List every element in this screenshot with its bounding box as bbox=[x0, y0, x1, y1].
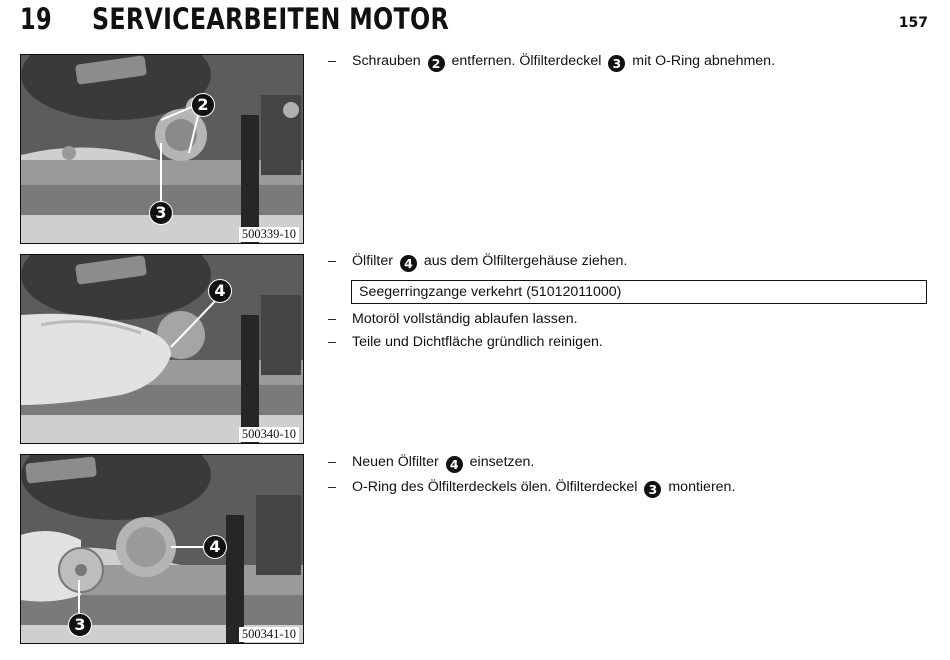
step-text-part: montieren. bbox=[668, 479, 736, 495]
part-number-badge: 4 bbox=[400, 255, 417, 272]
step-dash: – bbox=[328, 253, 336, 269]
step-text bbox=[352, 52, 775, 72]
figure-code: 500341-10 bbox=[239, 627, 299, 642]
step-text-part: Neuen Ölfilter bbox=[352, 454, 439, 470]
step-text-part: entfernen. Ölfilterdeckel bbox=[451, 53, 602, 69]
step-text-part: O-Ring des Ölfilterdeckels ölen. Ölfilterdeckel bbox=[352, 479, 638, 495]
step-text-part: einsetzen. bbox=[469, 454, 535, 470]
engine-photo-2 bbox=[21, 255, 304, 444]
step-text: Motoröl vollständig ablaufen lassen. bbox=[352, 311, 578, 327]
callout-4: 4 bbox=[208, 279, 232, 303]
callout-2: 2 bbox=[191, 93, 215, 117]
figure-oil-filter-cover-screws bbox=[20, 54, 304, 244]
step-text bbox=[352, 453, 534, 473]
step-dash: – bbox=[328, 311, 336, 327]
page-number: 157 bbox=[898, 15, 928, 31]
step-text-part: aus dem Ölfiltergehäuse ziehen. bbox=[423, 253, 628, 269]
step-text-part: Ölfilter bbox=[352, 253, 393, 269]
step-text bbox=[352, 252, 627, 272]
callout-3: 3 bbox=[68, 613, 92, 637]
step-text: Teile und Dichtfläche gründlich reinigen. bbox=[352, 334, 603, 350]
part-number-badge: 3 bbox=[644, 481, 661, 498]
chapter-title: SERVICEARBEITEN MOTOR bbox=[92, 2, 450, 36]
step-text-part: Schrauben bbox=[352, 53, 421, 69]
step-text-part: mit O-Ring abnehmen. bbox=[632, 53, 776, 69]
chapter-number: 19 bbox=[20, 2, 53, 36]
special-tool-box: Seegerringzange verkehrt (51012011000) bbox=[351, 280, 927, 304]
part-number-badge: 4 bbox=[446, 456, 463, 473]
step-dash: – bbox=[328, 454, 336, 470]
engine-photo-3 bbox=[21, 455, 304, 644]
step-text bbox=[352, 478, 735, 498]
figure-code: 500339-10 bbox=[239, 227, 299, 242]
callout-4: 4 bbox=[203, 535, 227, 559]
step-dash: – bbox=[328, 53, 336, 69]
callout-3: 3 bbox=[149, 201, 173, 225]
figure-oil-filter-install bbox=[20, 454, 304, 644]
step-dash: – bbox=[328, 334, 336, 350]
part-number-badge: 3 bbox=[608, 55, 625, 72]
figure-code: 500340-10 bbox=[239, 427, 299, 442]
step-dash: – bbox=[328, 479, 336, 495]
part-number-badge: 2 bbox=[428, 55, 445, 72]
figure-oil-filter-removal bbox=[20, 254, 304, 444]
